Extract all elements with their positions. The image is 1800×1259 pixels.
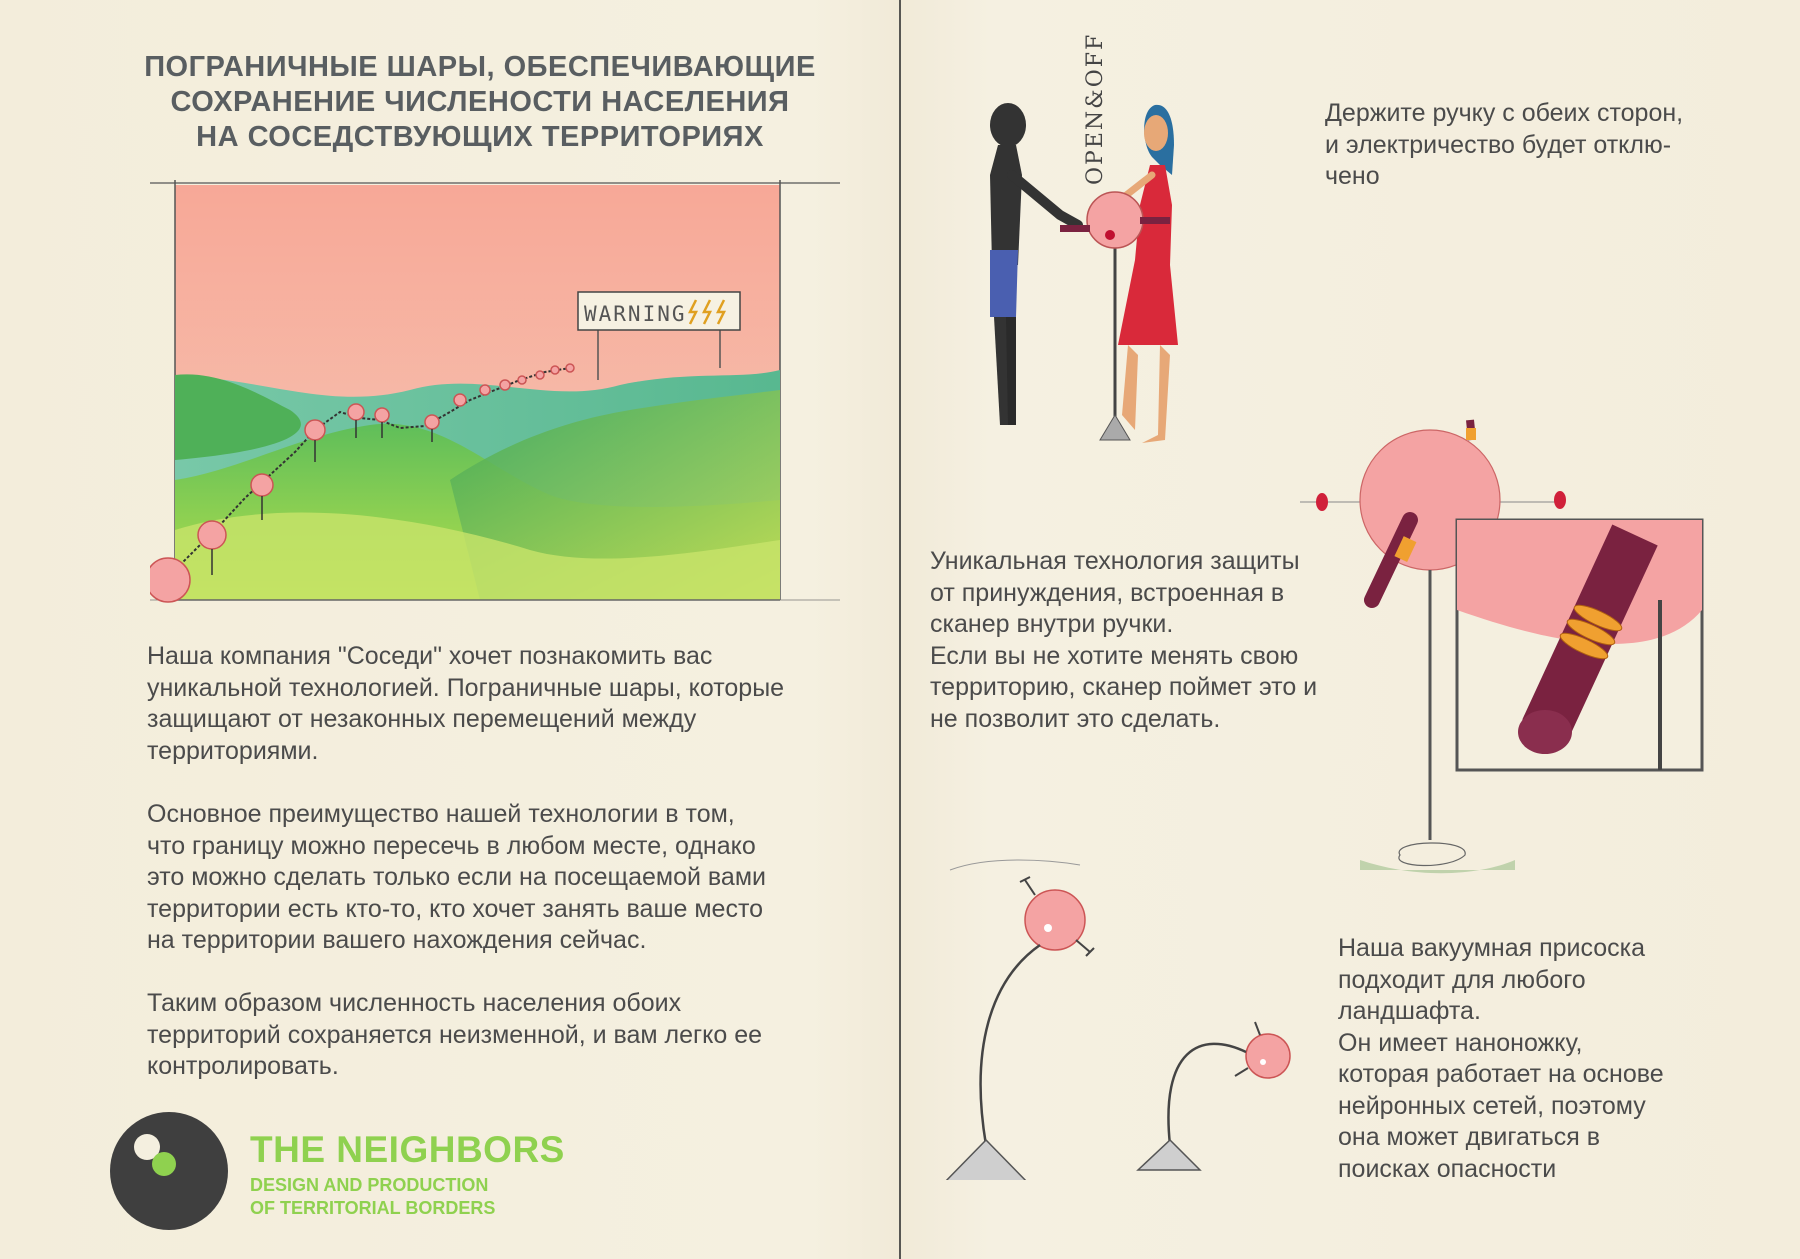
intro-paragraph (147, 641, 867, 767)
text-line: ландшафта. (1338, 997, 1481, 1025)
text-line: которая работает на основе (1338, 1060, 1664, 1088)
conclusion-paragraph (147, 988, 867, 1083)
fold-divider (899, 0, 901, 1259)
text-line: нейронных сетей, поэтому (1338, 1091, 1646, 1120)
text-line: Основное преимущество нашей технологии в том, (147, 800, 735, 828)
text-line: территории есть кто-то, кто хочет занять ваше место (147, 894, 764, 923)
title-line-3: НА СОСЕДСТВУЮЩИХ ТЕРРИТОРИЯХ (196, 121, 764, 153)
brand-tagline (250, 1174, 565, 1220)
text-line: территорий сохраняется неизменной, и вам легко ее (147, 1020, 763, 1049)
warning-sign-text: WARNING (584, 302, 687, 326)
text-line: это можно сделать только если на посещаемой вами (147, 863, 766, 891)
text-line: на территории вашего нахождения сейчас. (147, 926, 647, 954)
title-line-2: СОХРАНЕНИЕ ЧИСЛЕНОСТИ НАСЕЛЕНИЯ (170, 86, 790, 118)
text-line: Если вы не хотите менять свою (930, 641, 1299, 670)
text-line: поисках опасности (1338, 1154, 1557, 1183)
title-line-1: ПОГРАНИЧНЫЕ ШАРЫ, ОБЕСПЕЧИВАЮЩИЕ (144, 51, 816, 83)
text-line: сканер внутри ручки. (930, 610, 1174, 638)
text-line: уникальной технологией. Пограничные шары, которые (147, 673, 785, 702)
text-line: Наша компания "Соседи" хочет познакомить вас (147, 642, 713, 670)
text-line: Он имеет наноножку, (1338, 1028, 1583, 1057)
logo-dot-green (152, 1152, 176, 1176)
text-line: Таким образом численность населения обоих (147, 989, 682, 1017)
text-line: подходит для любого (1338, 965, 1586, 994)
text-line: она может двигаться в (1338, 1123, 1601, 1151)
text-line: территориями. (147, 736, 319, 765)
brand-tagline-line: DESIGN AND PRODUCTION (250, 1175, 489, 1195)
text-line: не позволит это сделать. (930, 704, 1221, 733)
open-off-label: OPEN&OFF (1083, 32, 1108, 185)
text-line: от принуждения, встроенная в (930, 578, 1285, 607)
text-line: и электричество будет отклю- (1325, 130, 1672, 159)
ball-handle-closeup-illustration (1300, 400, 1720, 880)
people-handle-illustration (960, 25, 1280, 455)
page-title (120, 50, 840, 155)
text-line: территорию, сканер поймет это и (930, 673, 1318, 701)
man-figure (990, 103, 1078, 425)
brand-tagline-line: OF TERRITORIAL BORDERS (250, 1198, 496, 1218)
text-line: Уникальная технология защиты (930, 547, 1300, 575)
advantage-paragraph (147, 799, 867, 957)
suction-cup-description (1338, 933, 1758, 1185)
scanner-description (930, 546, 1360, 735)
border-landscape-illustration (150, 180, 840, 610)
neighbors-logo-icon (110, 1112, 228, 1230)
text-line: что границу можно пересечь в любом месте, однако (147, 831, 756, 860)
text-line: Наша вакуумная присоска (1338, 934, 1646, 962)
brand-block (250, 1130, 565, 1220)
text-line: чено (1325, 162, 1380, 190)
text-line: контролировать. (147, 1052, 339, 1080)
text-line: защищают от незаконных перемещений между (147, 705, 697, 733)
brand-name: THE NEIGHBORS (250, 1129, 565, 1170)
nanoleg-balls-illustration (930, 850, 1310, 1180)
handle-description (1325, 98, 1765, 193)
text-line: Держите ручку с обеих сторон, (1325, 99, 1684, 127)
